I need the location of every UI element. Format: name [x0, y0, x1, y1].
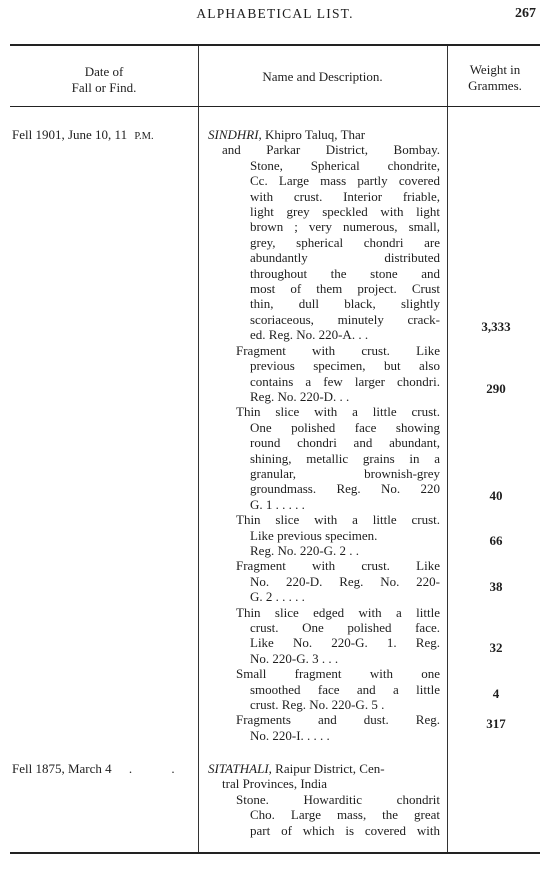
entry-date: Fell 1901, June 10, 11 P.M. [12, 127, 154, 142]
column-heading-weight: Weight in Grammes. [468, 62, 522, 93]
weight-value: 317 [486, 716, 506, 731]
column-heading-name: Name and Description. [262, 69, 383, 84]
weight-value: 66 [489, 533, 503, 548]
column-divider-left [198, 46, 199, 852]
top-rule [10, 44, 540, 46]
bottom-rule [10, 852, 540, 854]
entry-description: SITATHALI, Raipur District, Cen- tral Provinces, India Stone. Howarditic chondrit Cho. Large mass, the great part of which is covered with [208, 761, 440, 838]
column-heading-date: Date of Fall or Find. [71, 64, 137, 95]
page-number: 267 [515, 6, 536, 21]
weight-value: 4 [492, 686, 500, 701]
column-divider-right [447, 46, 448, 852]
weight-value: 290 [486, 381, 506, 396]
weight-value: 3,333 [481, 319, 511, 334]
meteorite-name: SINDHRI, [208, 127, 262, 142]
weight-value: 38 [489, 579, 503, 594]
header-rule [10, 106, 540, 107]
entry-date: Fell 1875, March 4 . . [12, 761, 193, 776]
meteorite-name: SITATHALI, [208, 761, 272, 776]
running-header-title: ALPHABETICAL LIST. [196, 6, 354, 21]
entry-description: SINDHRI, Khipro Taluq, Thar and Parkar District, Bombay. Stone, Spherical chondrite, Cc. Large mass partly covered with crust. Interior friable, light grey speckled with light brown ; very numerous, small, grey, spherical chondri are abundantly distributed throughout the stone and most of them project. Crust thin, dull black, slightly scoriaceous, minutely crack- ed. Reg. No. 220-A. . . Fragment with crust. Like previous specimen, but also contains a few larger chondri. Reg. No. 220-D. . . Thin slice with a little crust. One polished face showing round chondri and abundant, shining, metallic grains in a granular, brownish-grey groundmass. Reg. No. 220 G. 1 . . . . . Thin slice with a little crust. Like previous specimen. Reg. No. 220-G. 2 . . Fragment with crust. Like No. 220-D. Reg. No. 220- G. 2 . . . . . Thin slice edged with a little crust. One polished face. Like No. 220-G. 1. Reg. No. 220-G. 3 . . . Small fragment with one smoothed face and a little crust. Reg. No. 220-G. 5 . Fragments and dust. Reg. No. 220-I. . . . . [208, 127, 440, 743]
weight-value: 32 [489, 640, 503, 655]
weight-value: 40 [489, 488, 503, 503]
